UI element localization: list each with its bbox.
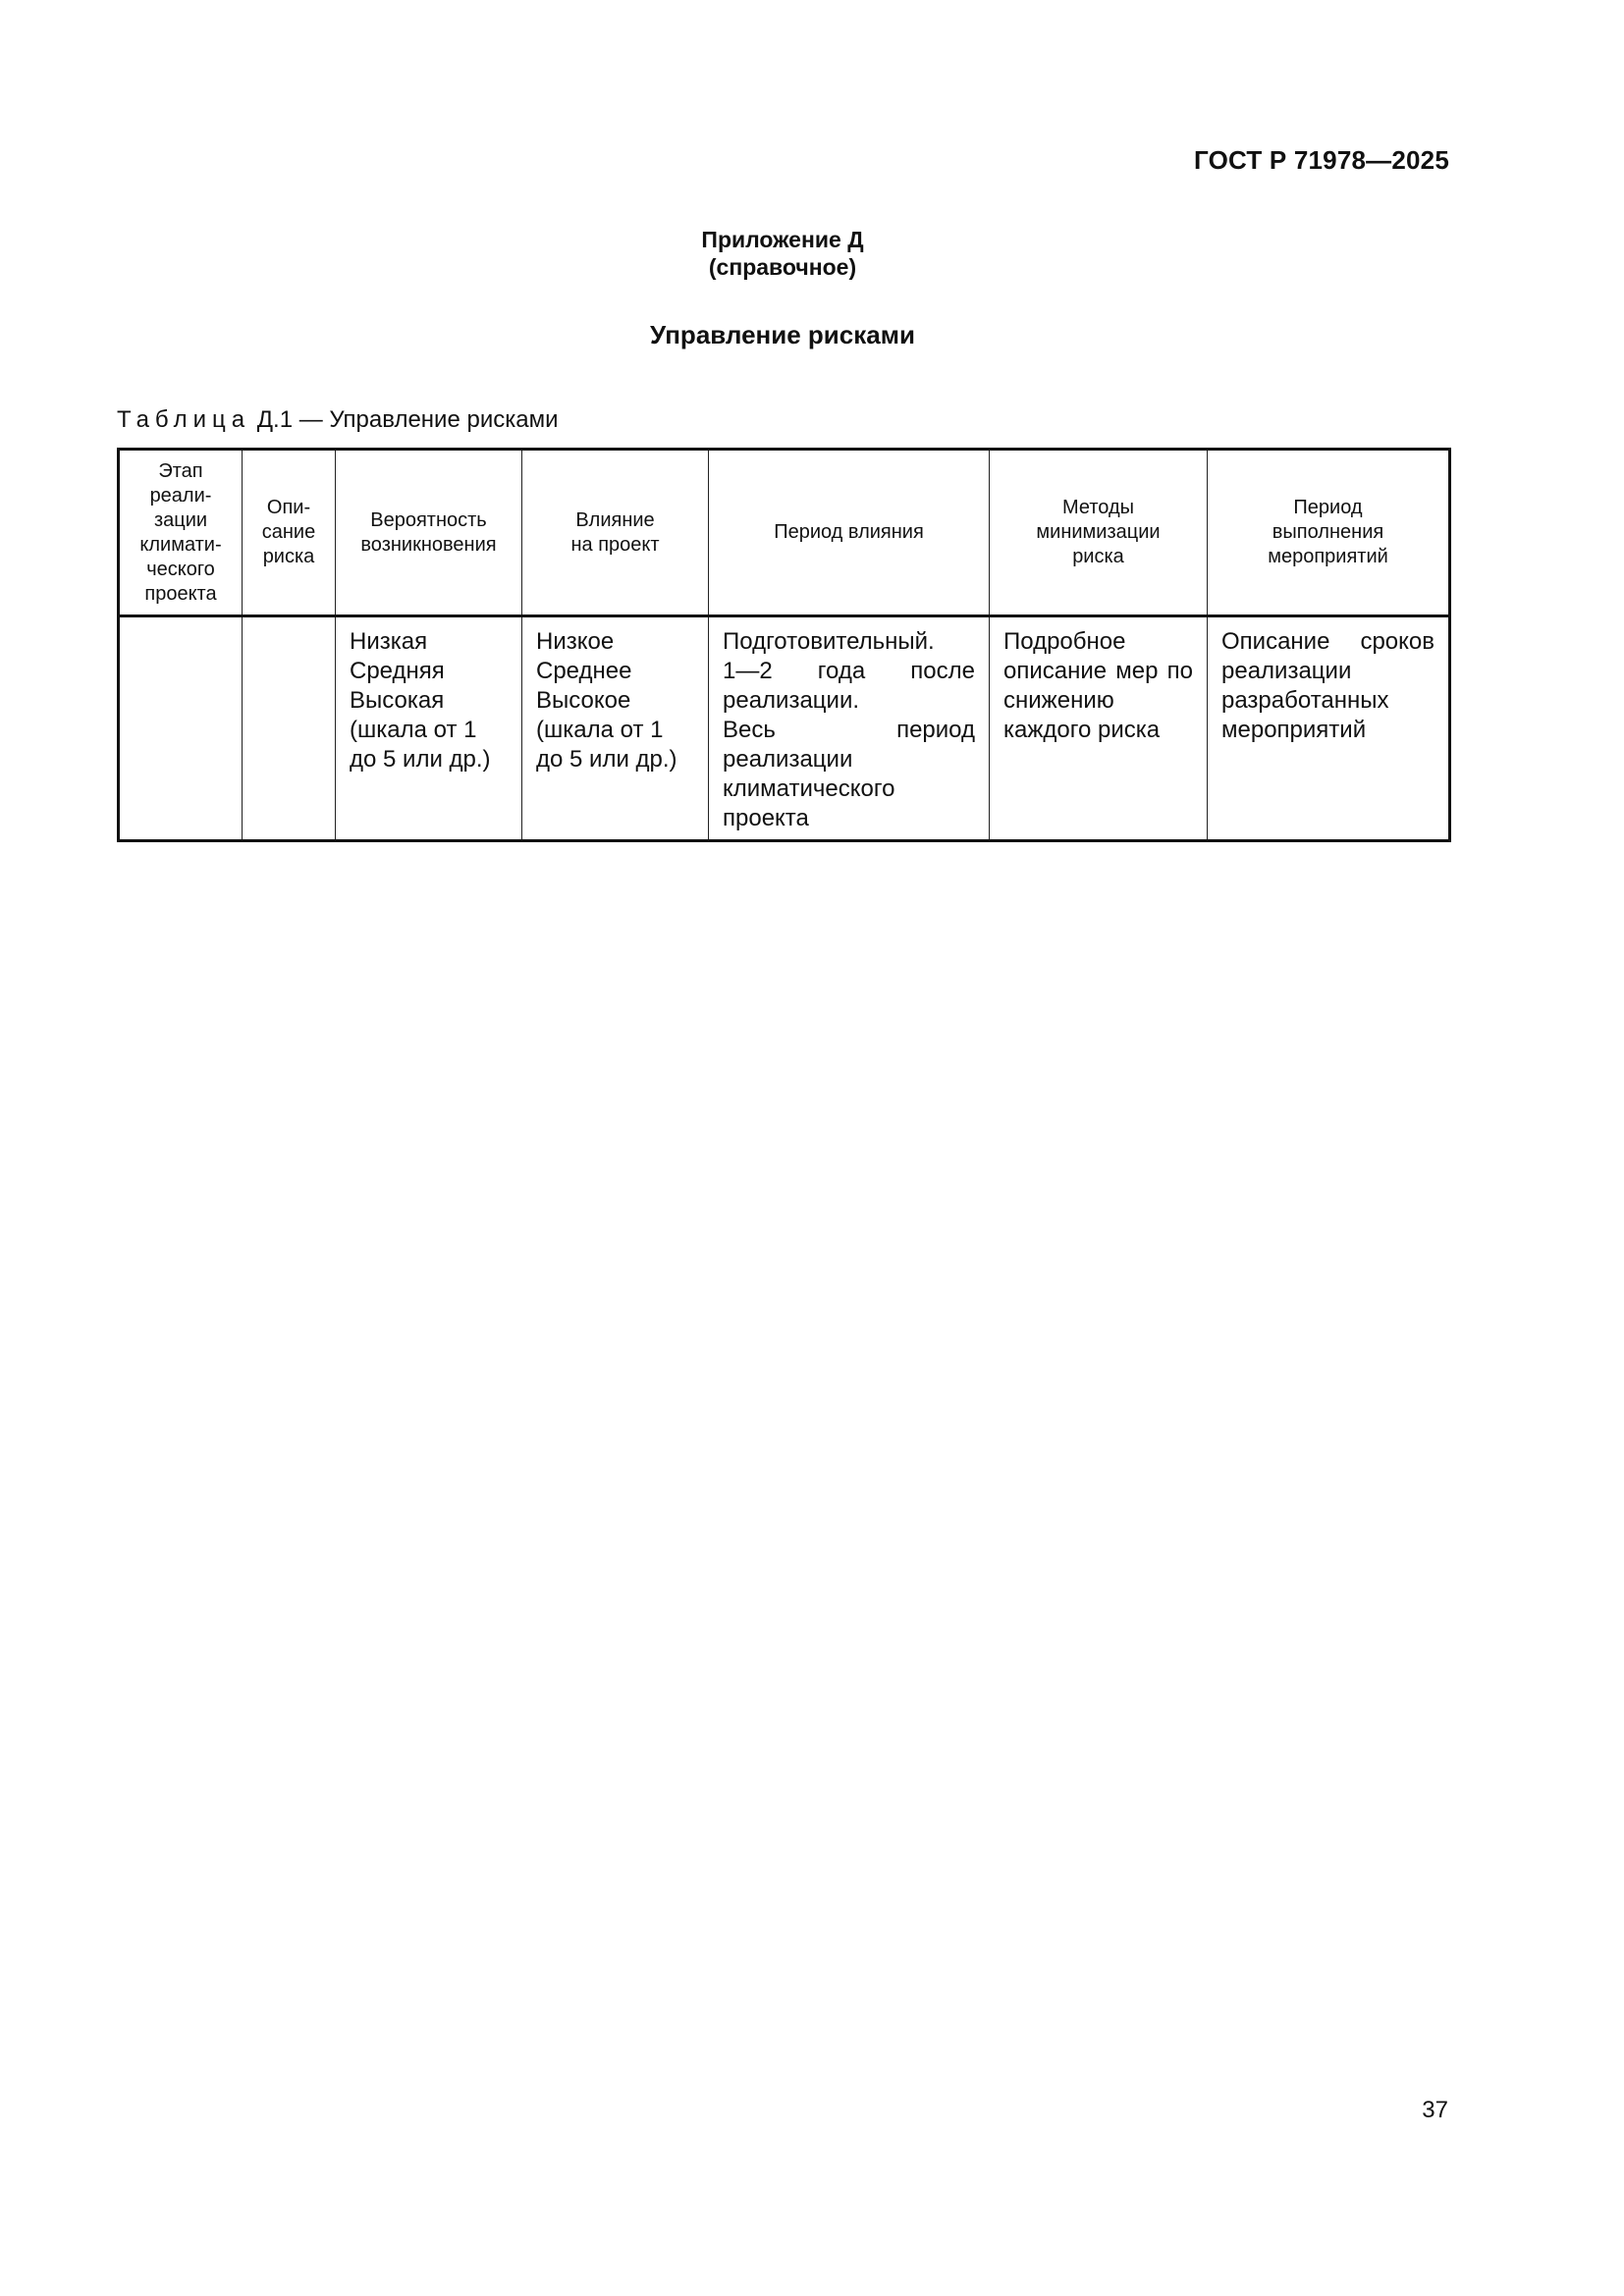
text-line: Вероятность: [370, 508, 487, 531]
text-line: Низкая: [350, 628, 428, 655]
text-line: Период влияния: [774, 521, 924, 543]
text-line: (шкала от 1: [350, 717, 477, 743]
text-line: возникновения: [360, 533, 497, 556]
section-title: Управление рисками: [650, 320, 915, 349]
cell-stage: [119, 616, 243, 841]
cell-impact: [522, 616, 709, 841]
text-line: Подготовительный.: [723, 628, 935, 655]
header-impact-period: [709, 450, 990, 616]
text-line: Весь период реализации климатического проекта: [723, 717, 975, 831]
text-line: Высокое: [536, 687, 631, 714]
text-line: риска: [1072, 546, 1124, 567]
text-line: минимизации: [1036, 521, 1161, 543]
text-line: ческого: [146, 558, 215, 580]
cell-execution-period: Описание сроков реализации разработанных мероприятий: [1208, 616, 1450, 841]
text-line: Опи-: [266, 497, 311, 518]
cell-impact-period: [709, 616, 990, 841]
header-mitigation-methods: [990, 450, 1208, 616]
table-caption-text: Д.1 — Управление рисками: [250, 406, 559, 433]
text-line: (шкала от 1: [536, 717, 664, 743]
text-line: реали-: [149, 484, 212, 507]
text-line: Средняя: [350, 658, 445, 684]
text-line: 1—2 года после реализации.: [723, 658, 975, 714]
appendix-heading: [0, 226, 1565, 281]
text-line: сание: [261, 521, 316, 543]
text-line: Период: [1293, 497, 1363, 518]
appendix-label: Приложение Д: [701, 227, 864, 252]
header-risk-description: [243, 450, 336, 616]
cell-mitigation-methods: Подробное описание мер по снижению каждого риска: [990, 616, 1208, 841]
text-line: до 5 или др.): [350, 746, 491, 773]
text-line: до 5 или др.): [536, 746, 677, 773]
text-line: Этап: [158, 459, 203, 482]
risk-management-table: [117, 448, 1451, 842]
text-line: Высокая: [350, 687, 445, 714]
text-line: климати-: [139, 533, 222, 556]
text-line: Методы: [1061, 497, 1134, 518]
appendix-status: (справочное): [708, 254, 857, 280]
text-line: Влияние: [575, 508, 655, 531]
header-execution-period: [1208, 450, 1450, 616]
text-line: на проект: [570, 533, 660, 556]
text-line: зации: [153, 508, 208, 531]
text-line: Среднее: [536, 658, 632, 684]
text-line: проекта: [144, 582, 217, 605]
header-impact: [522, 450, 709, 616]
table-caption: [117, 406, 559, 434]
text-line: риска: [262, 546, 315, 567]
text-line: Низкое: [536, 628, 615, 655]
header-probability: [336, 450, 522, 616]
text-line: выполнения: [1272, 521, 1384, 543]
document-code: ГОСТ Р 71978—2025: [1194, 145, 1449, 175]
table-row: [119, 616, 1450, 841]
cell-risk-description: [243, 616, 336, 841]
cell-probability: [336, 616, 522, 841]
text-line: мероприятий: [1268, 546, 1388, 567]
page-number: 37: [1422, 2097, 1448, 2123]
table-caption-prefix: Таблица: [117, 406, 251, 433]
header-stage: [119, 450, 243, 616]
table-header-row: [119, 450, 1450, 616]
